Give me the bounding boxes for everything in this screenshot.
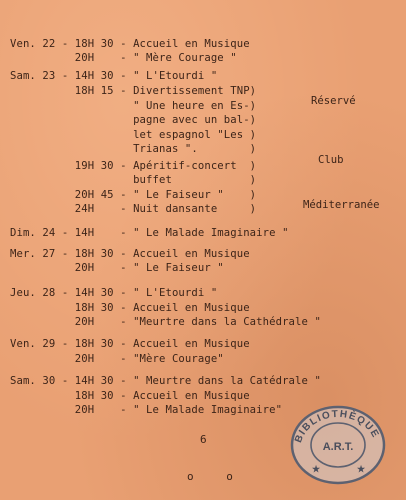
- schedule-line: 20H - "Mère Courage": [10, 353, 224, 365]
- stamp-ring-text: BIBLIOTHÈQUE: [293, 408, 382, 445]
- schedule-line: buffet ): [10, 174, 257, 186]
- page-number: 6: [200, 433, 207, 446]
- schedule-line: 19H 30 - Apéritif-concert ): [10, 160, 257, 172]
- schedule-line: 24H - Nuit dansante ): [10, 203, 257, 215]
- schedule-line: 20H - "Meurtre dans la Cathédrale ": [10, 316, 321, 328]
- schedule-line: Mer. 27 - 18H 30 - Accueil en Musique: [10, 248, 250, 260]
- schedule-line: 20H 45 - " Le Faiseur " ): [10, 189, 257, 201]
- schedule-line: Trianas ". ): [10, 143, 257, 155]
- schedule-line: Dim. 24 - 14H - " Le Malade Imaginaire ": [10, 227, 289, 239]
- schedule-line: Sam. 30 - 14H 30 - " Meurtre dans la Catédrale ": [10, 375, 321, 387]
- stamp-star-right: ★: [357, 464, 366, 474]
- stamp-center-text: A.R.T.: [322, 441, 354, 453]
- footer-marks: o o: [187, 470, 233, 483]
- schedule-line: 20H - " Le Malade Imaginaire": [10, 404, 283, 416]
- schedule-line: 18H 30 - Accueil en Musique: [10, 302, 250, 314]
- side-note-reserve: Réservé: [311, 95, 356, 107]
- stamp-star-left: ★: [312, 464, 321, 474]
- schedule-line: Ven. 22 - 18H 30 - Accueil en Musique: [10, 38, 250, 50]
- schedule-line: " Une heure en Es-): [10, 100, 257, 112]
- schedule-line: Sam. 23 - 14H 30 - " L'Etourdi ": [10, 70, 218, 82]
- library-stamp: [286, 398, 390, 486]
- schedule-line: pagne avec un bal-): [10, 114, 257, 126]
- schedule-line: 18H 30 - Accueil en Musique: [10, 390, 250, 402]
- schedule-line: 20H - " Le Faiseur ": [10, 262, 224, 274]
- schedule-line: 18H 15 - Divertissement TNP): [10, 85, 257, 97]
- schedule-line: 20H - " Mère Courage ": [10, 52, 237, 64]
- schedule-line: Ven. 29 - 18H 30 - Accueil en Musique: [10, 338, 250, 350]
- schedule-line: Jeu. 28 - 14H 30 - " L'Etourdi ": [10, 287, 218, 299]
- side-note-mediterranee: Méditerranée: [303, 199, 380, 211]
- side-note-club: Club: [318, 154, 344, 166]
- schedule-line: let espagnol "Les ): [10, 129, 257, 141]
